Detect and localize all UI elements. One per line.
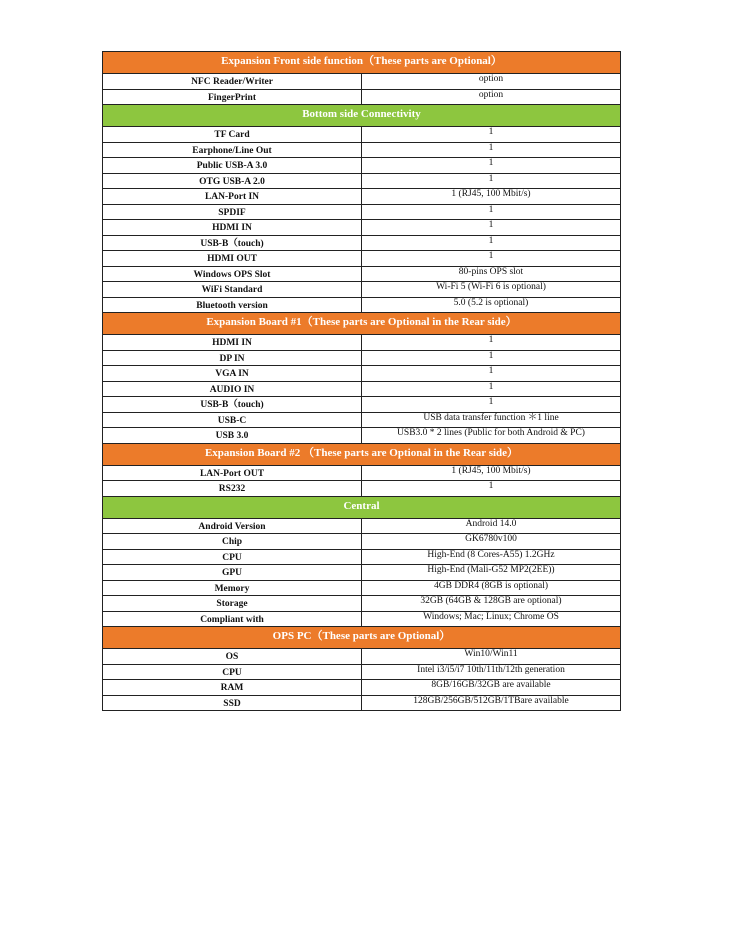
spec-label: HDMI OUT (103, 251, 362, 267)
section-header: Expansion Front side function（These parts are Optional） (103, 52, 621, 74)
spec-value: USB data transfer function ＊1 line (362, 412, 621, 428)
spec-label: RS232 (103, 481, 362, 497)
spec-value: 5.0 (5.2 is optional) (362, 297, 621, 313)
section-header: OPS PC（These parts are Optional） (103, 627, 621, 649)
spec-label: HDMI IN (103, 335, 362, 351)
spec-row (103, 251, 621, 267)
spec-value: Wi-Fi 5 (Wi-Fi 6 is optional) (362, 282, 621, 298)
spec-value: Android 14.0 (362, 518, 621, 534)
section-header: Expansion Board #1（These parts are Optional in the Rear side） (103, 313, 621, 335)
spec-row (103, 680, 621, 696)
spec-value: option (362, 74, 621, 90)
spec-row (103, 127, 621, 143)
section-header-row (103, 627, 621, 649)
spec-value: 1 (362, 397, 621, 413)
spec-row (103, 428, 621, 444)
spec-value: 1 (362, 481, 621, 497)
spec-value: 1 (362, 350, 621, 366)
spec-value: 1 (362, 142, 621, 158)
spec-value: 1 (362, 251, 621, 267)
spec-row (103, 611, 621, 627)
spec-label: CPU (103, 549, 362, 565)
spec-value: 8GB/16GB/32GB are available (362, 680, 621, 696)
spec-value: USB3.0 * 2 lines (Public for both Android & PC) (362, 428, 621, 444)
spec-row (103, 297, 621, 313)
spec-value: 80-pins OPS slot (362, 266, 621, 282)
spec-label: WiFi Standard (103, 282, 362, 298)
section-header-row (103, 313, 621, 335)
spec-label: USB 3.0 (103, 428, 362, 444)
spec-label: HDMI IN (103, 220, 362, 236)
spec-label: Earphone/Line Out (103, 142, 362, 158)
spec-row (103, 664, 621, 680)
spec-row (103, 266, 621, 282)
spec-value: 1 (RJ45, 100 Mbit/s) (362, 189, 621, 205)
spec-row (103, 397, 621, 413)
spec-row (103, 366, 621, 382)
section-header-row (103, 496, 621, 518)
section-header-row (103, 52, 621, 74)
spec-value: 1 (362, 220, 621, 236)
spec-row (103, 481, 621, 497)
spec-label: USB-C (103, 412, 362, 428)
spec-label: VGA IN (103, 366, 362, 382)
spec-value: Intel i3/i5/i7 10th/11th/12th generation (362, 664, 621, 680)
spec-row (103, 89, 621, 105)
spec-label: LAN-Port OUT (103, 465, 362, 481)
spec-label: OTG USB-A 2.0 (103, 173, 362, 189)
spec-label: DP IN (103, 350, 362, 366)
spec-label: SPDIF (103, 204, 362, 220)
spec-value: 4GB DDR4 (8GB is optional) (362, 580, 621, 596)
spec-label: Storage (103, 596, 362, 612)
spec-value: GK6780v100 (362, 534, 621, 550)
spec-value: High-End (8 Cores-A55) 1.2GHz (362, 549, 621, 565)
spec-row (103, 158, 621, 174)
spec-value: 1 (362, 335, 621, 351)
spec-row (103, 204, 621, 220)
spec-value: High-End (Mali-G52 MP2(2EE)) (362, 565, 621, 581)
spec-label: LAN-Port IN (103, 189, 362, 205)
spec-row (103, 74, 621, 90)
spec-label: SSD (103, 695, 362, 711)
spec-value: 1 (362, 366, 621, 382)
spec-table-body (103, 52, 621, 711)
spec-row (103, 549, 621, 565)
spec-row (103, 465, 621, 481)
section-header-row (103, 105, 621, 127)
spec-label: NFC Reader/Writer (103, 74, 362, 90)
spec-row (103, 235, 621, 251)
spec-row (103, 596, 621, 612)
section-header-row (103, 443, 621, 465)
spec-row (103, 282, 621, 298)
spec-label: GPU (103, 565, 362, 581)
spec-label: Public USB-A 3.0 (103, 158, 362, 174)
spec-label: Windows OPS Slot (103, 266, 362, 282)
spec-value: 1 (362, 235, 621, 251)
section-header: Central (103, 496, 621, 518)
spec-value: Win10/Win11 (362, 649, 621, 665)
spec-value: 1 (362, 127, 621, 143)
spec-table (102, 51, 621, 711)
spec-row (103, 412, 621, 428)
spec-value: 1 (362, 204, 621, 220)
spec-value: 1 (362, 158, 621, 174)
spec-label: Bluetooth version (103, 297, 362, 313)
spec-row (103, 220, 621, 236)
spec-row (103, 335, 621, 351)
spec-row (103, 518, 621, 534)
section-header: Bottom side Connectivity (103, 105, 621, 127)
spec-label: RAM (103, 680, 362, 696)
spec-value: 1 (362, 381, 621, 397)
spec-row (103, 142, 621, 158)
spec-label: Memory (103, 580, 362, 596)
spec-label: Compliant with (103, 611, 362, 627)
spec-row (103, 534, 621, 550)
spec-row (103, 580, 621, 596)
section-header: Expansion Board #2 （These parts are Optional in the Rear side） (103, 443, 621, 465)
spec-row (103, 189, 621, 205)
spec-label: USB-B（touch) (103, 397, 362, 413)
spec-row (103, 565, 621, 581)
spec-label: Chip (103, 534, 362, 550)
spec-value: 128GB/256GB/512GB/1TBare available (362, 695, 621, 711)
spec-value: 1 (362, 173, 621, 189)
spec-value: option (362, 89, 621, 105)
spec-label: FingerPrint (103, 89, 362, 105)
spec-row (103, 649, 621, 665)
spec-label: USB-B（touch) (103, 235, 362, 251)
spec-label: Android Version (103, 518, 362, 534)
spec-row (103, 381, 621, 397)
spec-row (103, 350, 621, 366)
spec-row (103, 173, 621, 189)
spec-label: TF Card (103, 127, 362, 143)
spec-value: 32GB (64GB & 128GB are optional) (362, 596, 621, 612)
spec-label: OS (103, 649, 362, 665)
spec-value: Windows; Mac; Linux; Chrome OS (362, 611, 621, 627)
spec-value: 1 (RJ45, 100 Mbit/s) (362, 465, 621, 481)
spec-label: AUDIO IN (103, 381, 362, 397)
spec-row (103, 695, 621, 711)
spec-label: CPU (103, 664, 362, 680)
